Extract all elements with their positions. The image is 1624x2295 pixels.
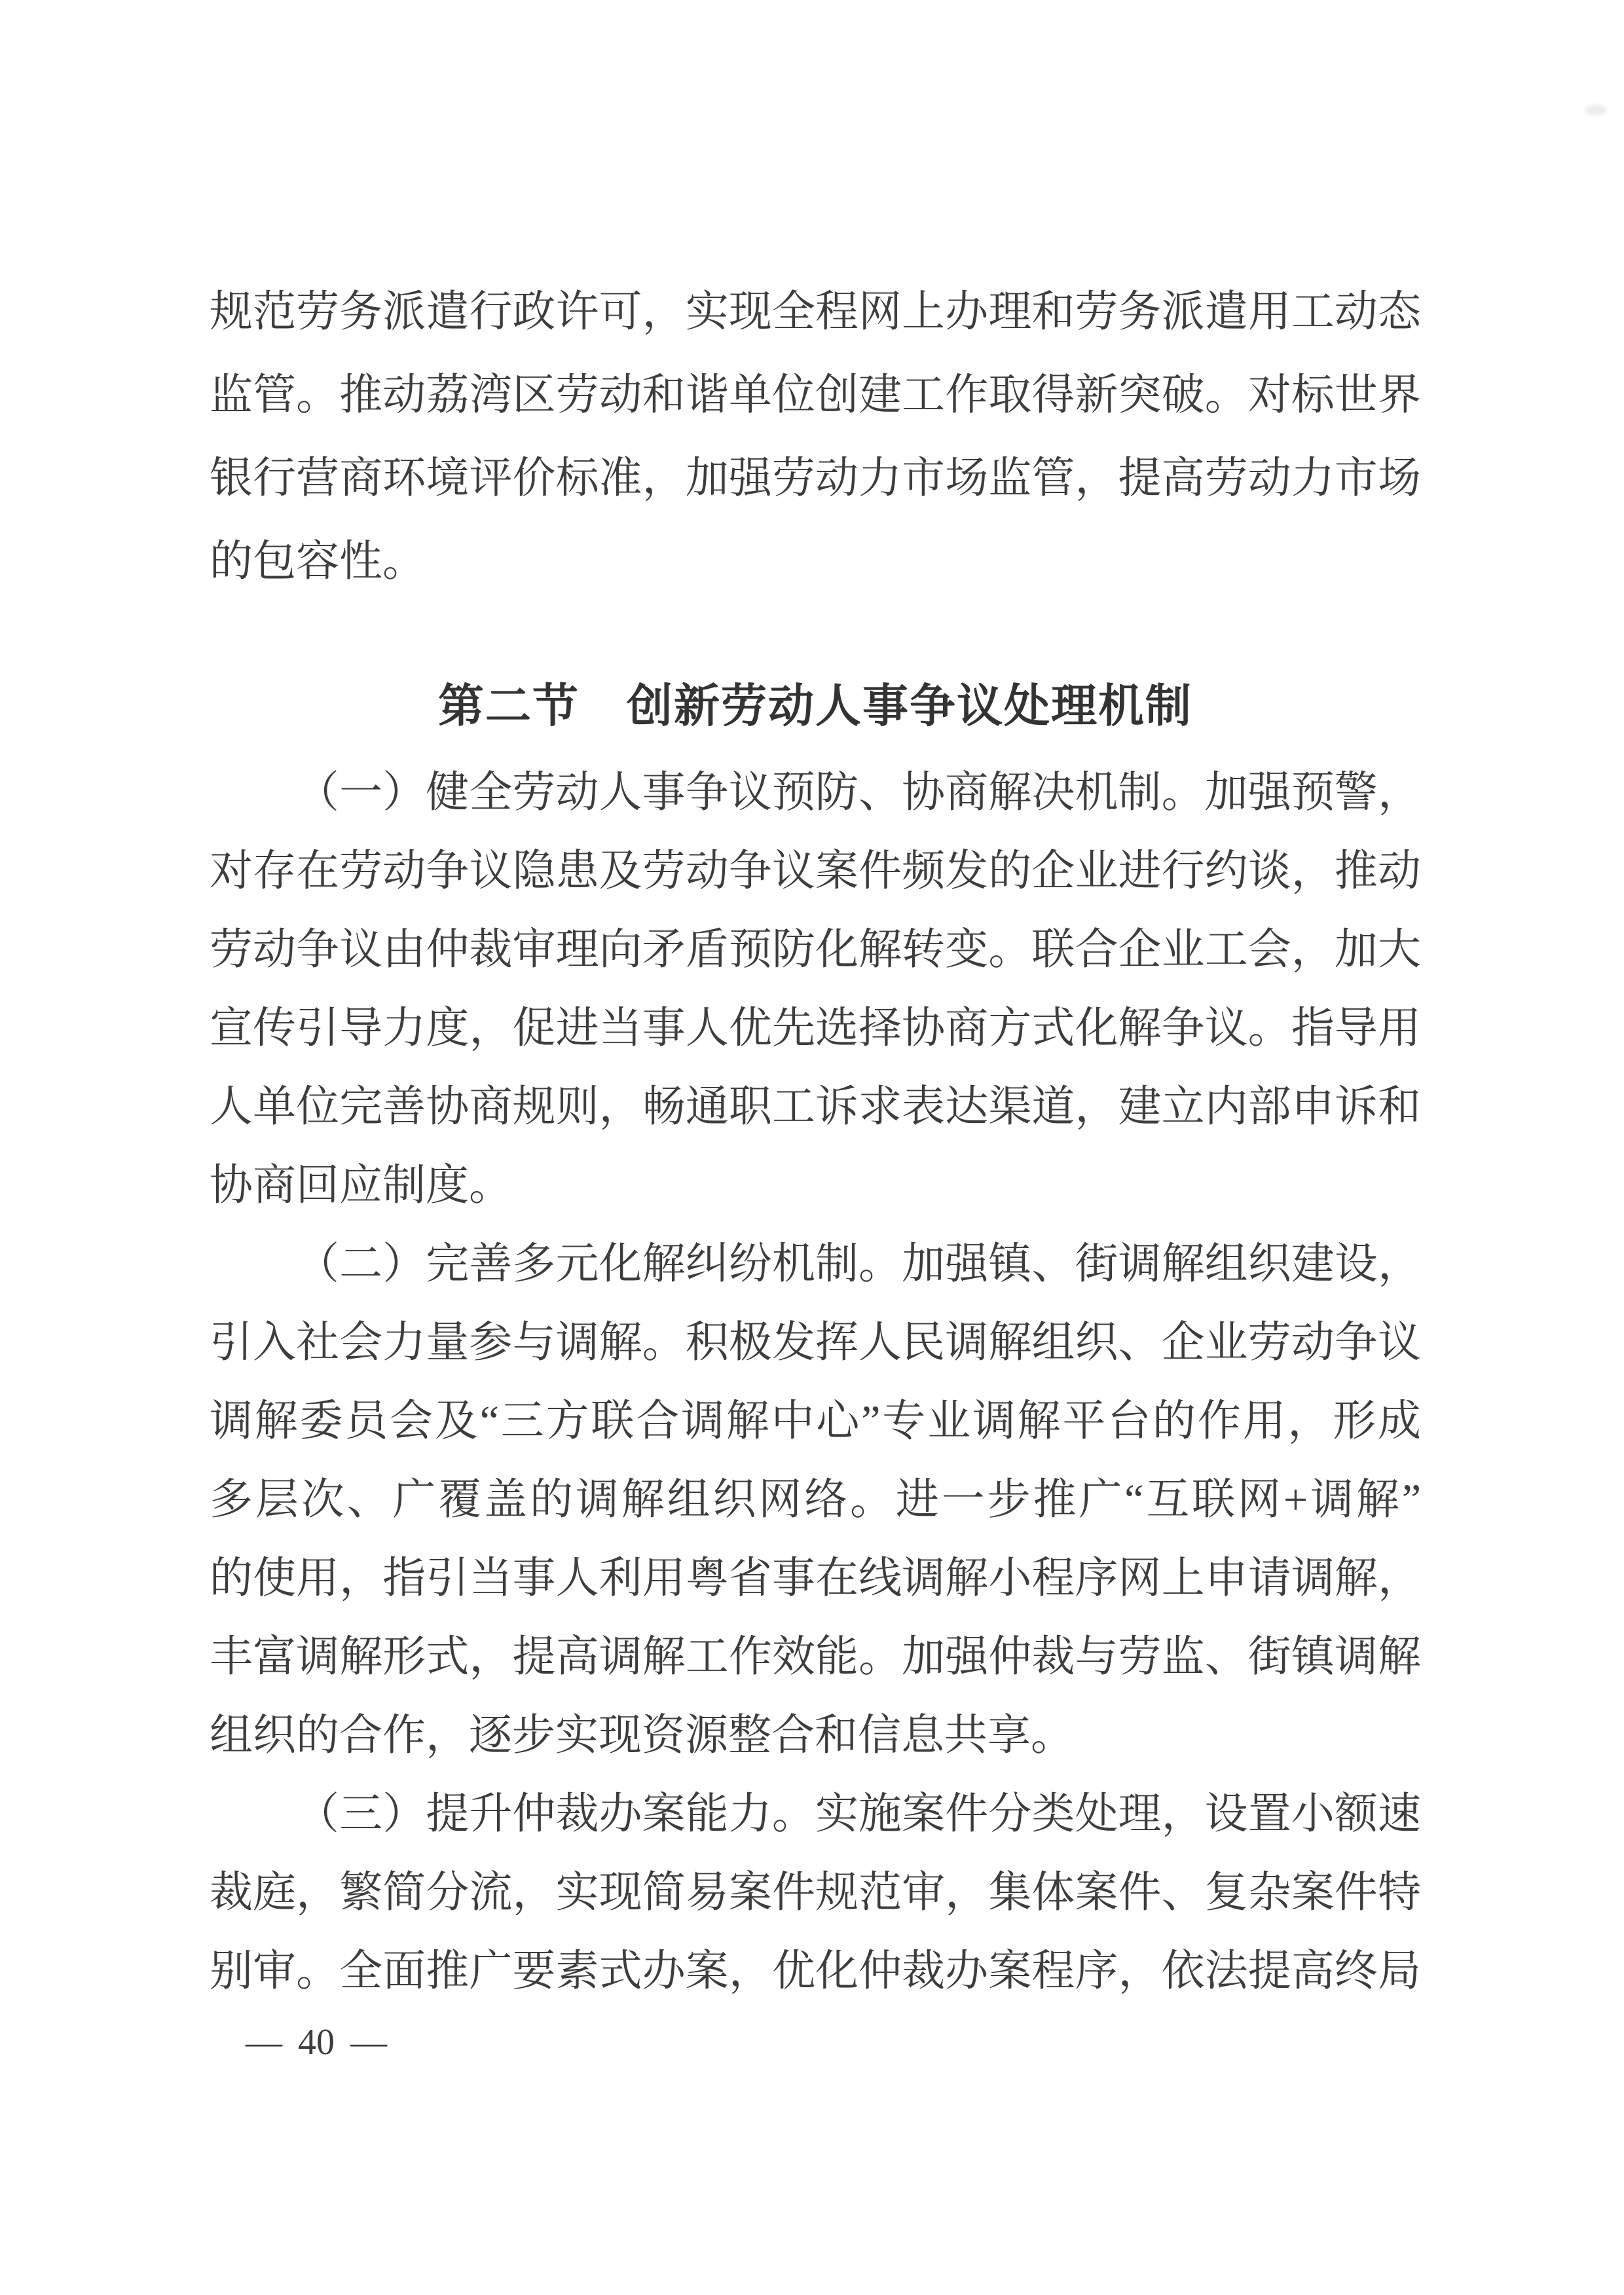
document-body	[210, 270, 1421, 2011]
text-line: （三）提升仲裁办案能力。实施案件分类处理，设置小额速	[296, 1790, 1421, 1838]
text-line: 的包容性。	[210, 538, 426, 585]
text-line: 别审。全面推广要素式办案，优化仲裁办案程序，依法提高终局	[210, 1947, 1421, 1995]
text-line: 的使用，指引当事人利用粤省事在线调解小程序网上申请调解，	[210, 1554, 1421, 1602]
text-line: 对存在劳动争议隐患及劳动争议案件频发的企业进行约谈，推动	[210, 847, 1421, 895]
text-line: 多层次、广覆盖的调解组织网络。进一步推广“互联网+调解”	[210, 1476, 1421, 1524]
text-line: 银行营商环境评价标准，加强劳动力市场监管，提高劳动力市场	[210, 454, 1421, 502]
text-line: 协商回应制度。	[210, 1162, 512, 1209]
text-line: 组织的合作，逐步实现资源整合和信息共享。	[210, 1712, 1074, 1759]
text-line: 裁庭，繁简分流，实现简易案件规范审，集体案件、复杂案件特	[210, 1869, 1421, 1917]
text-line: 丰富调解形式，提高调解工作效能。加强仲裁与劳监、街镇调解	[210, 1633, 1421, 1681]
text-line: 劳动争议由仲裁审理向矛盾预防化解转变。联合企业工会，加大	[210, 926, 1421, 974]
text-line: 宣传引导力度，促进当事人优先选择协商方式化解争议。指导用	[210, 1004, 1421, 1052]
text-line: （一）健全劳动人事争议预防、协商解决机制。加强预警，	[296, 769, 1421, 817]
section-heading: 第二节 创新劳动人事争议处理机制	[438, 680, 1192, 731]
text-line: 规范劳务派遣行政许可，实现全程网上办理和劳务派遣用工动态	[210, 288, 1421, 336]
scan-smudge	[1585, 105, 1607, 115]
page-number: — 40 —	[246, 2022, 387, 2063]
text-line: 引入社会力量参与调解。积极发挥人民调解组织、企业劳动争议	[210, 1319, 1421, 1367]
text-line: （二）完善多元化解纠纷机制。加强镇、街调解组织建设，	[296, 1240, 1421, 1288]
text-line: 调解委员会及“三方联合调解中心”专业调解平台的作用，形成	[210, 1397, 1421, 1445]
text-line: 监管。推动荔湾区劳动和谐单位创建工作取得新突破。对标世界	[210, 371, 1421, 419]
text-line: 人单位完善协商规则，畅通职工诉求表达渠道，建立内部申诉和	[210, 1083, 1421, 1131]
